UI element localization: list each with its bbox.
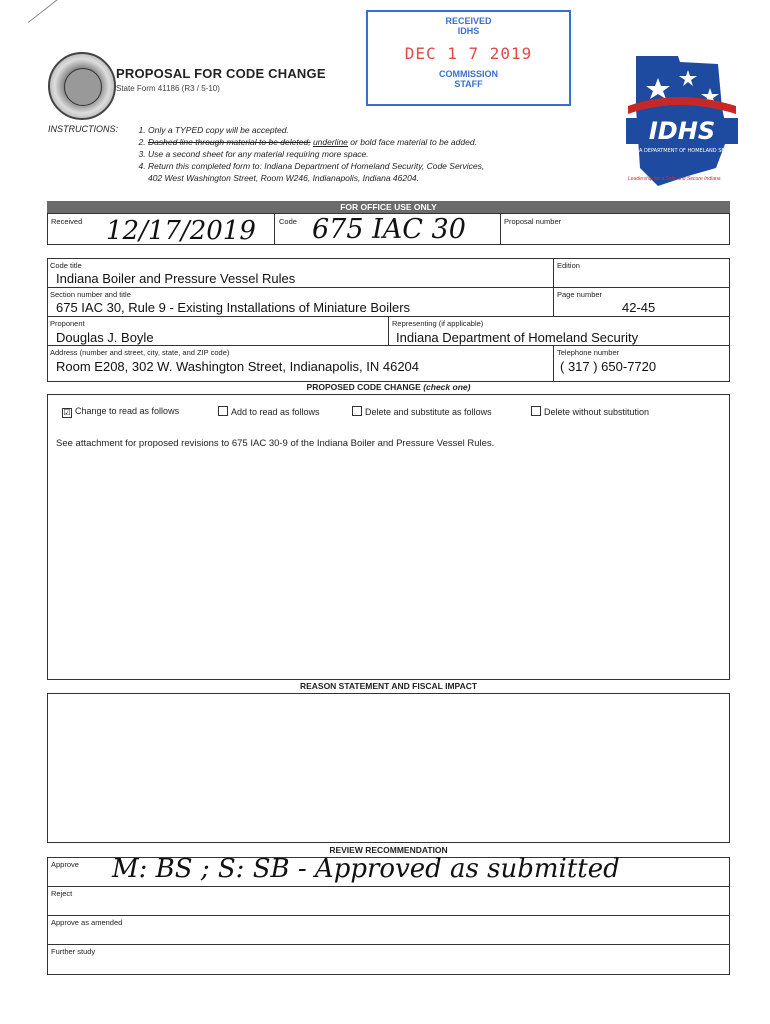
approve-as-amended-label: Approve as amended (51, 918, 123, 927)
option-delete-and-substitute[interactable]: Delete and substitute as follows (352, 406, 492, 417)
reject-label: Reject (51, 889, 73, 898)
proposed-change-note: See attachment for proposed revisions to 675 IAC 30-9 of the Indiana Boiler and Pressure Vessel Rules. (56, 438, 495, 449)
option-change-to-read[interactable]: ☑ Change to read as follows (63, 406, 180, 417)
office-use-bar: FOR OFFICE USE ONLY (47, 201, 730, 213)
received-label: Received (51, 217, 83, 226)
representing-label: Representing (if applicable) (392, 319, 484, 328)
pen-mark (28, 0, 85, 54)
checkbox-icon (531, 406, 541, 416)
checkbox-icon (218, 406, 228, 416)
representing-value: Indiana Department of Homeland Security (396, 330, 639, 345)
stamp-line3: COMMISSION (438, 69, 498, 79)
edition-label: Edition (557, 261, 580, 270)
logo-text: IDHS (648, 117, 716, 145)
logo-tagline: Leadership for a Safe and Secure Indiana (628, 176, 721, 182)
approve-label: Approve (51, 860, 79, 869)
reason-header: REASON STATEMENT AND FISCAL IMPACT (299, 681, 478, 691)
option-add-to-read[interactable]: Add to read as follows (218, 406, 320, 417)
approve-handwritten-note: M: BS ; S: SB - Approved as submitted (112, 854, 620, 884)
proposed-change-box (47, 394, 730, 680)
page-number-value: 42-45 (622, 300, 656, 315)
stamp-line1: RECEIVED (445, 16, 492, 26)
code-title-value: Indiana Boiler and Pressure Vessel Rules (56, 271, 296, 286)
section-value: 675 IAC 30, Rule 9 - Existing Installations of Miniature Boilers (56, 300, 411, 315)
received-stamp (366, 10, 571, 106)
proposal-number-label: Proposal number (504, 217, 562, 226)
address-label: Address (number and street, city, state, and ZIP code) (50, 348, 230, 357)
code-title-label: Code title (50, 261, 82, 270)
instruction-item: 1. Only a TYPED copy will be accepted. (148, 124, 484, 136)
review-header: REVIEW RECOMMENDATION (329, 845, 448, 855)
stamp-line2: IDHS (457, 26, 480, 36)
state-seal-icon (48, 52, 116, 120)
proponent-value: Douglas J. Boyle (56, 330, 154, 345)
received-date: 12/17/2019 (106, 216, 256, 246)
instructions-list (134, 124, 484, 184)
phone-label: Telephone number (557, 348, 620, 357)
reason-box (47, 693, 730, 843)
form-title: PROPOSAL FOR CODE CHANGE (116, 66, 326, 81)
phone-value: ( 317 ) 650-7720 (560, 359, 657, 374)
stamp-line4: STAFF (454, 79, 483, 89)
proponent-label: Proponent (50, 319, 85, 328)
address-value: Room E208, 302 W. Washington Street, Indianapolis, IN 46204 (56, 359, 420, 374)
instructions-label: INSTRUCTIONS: (48, 124, 119, 134)
form-number: State Form 41186 (R3 / 5-10) (116, 84, 220, 93)
instruction-item: 4. Return this completed form to: Indiana Department of Homeland Security, Code Services, 402 West Washington Street, Room W246, Indianapolis, Indiana 46204. (148, 160, 484, 184)
page-number-label: Page number (557, 290, 603, 299)
checkbox-icon: ☑ (63, 408, 71, 417)
stamp-date: DEC 1 7 2019 (404, 44, 533, 63)
idhs-logo-icon (618, 48, 743, 188)
checkbox-icon (352, 406, 362, 416)
instruction-item: 2. Dashed line through material to be deleted; underline or bold face material to be added. (148, 136, 484, 148)
option-delete-without-substitution[interactable]: Delete without substitution (531, 406, 649, 417)
section-label: Section number and title (50, 290, 131, 299)
code-label: Code (279, 217, 297, 226)
logo-subtext: INDIANA DEPARTMENT OF HOMELAND SECURITY (621, 148, 743, 154)
instruction-item: 3. Use a second sheet for any material requiring more space. (148, 148, 484, 160)
proposed-change-header: PROPOSED CODE CHANGE (check one) (306, 382, 471, 392)
further-study-label: Further study (51, 947, 96, 956)
code-value: 675 IAC 30 (312, 214, 466, 245)
